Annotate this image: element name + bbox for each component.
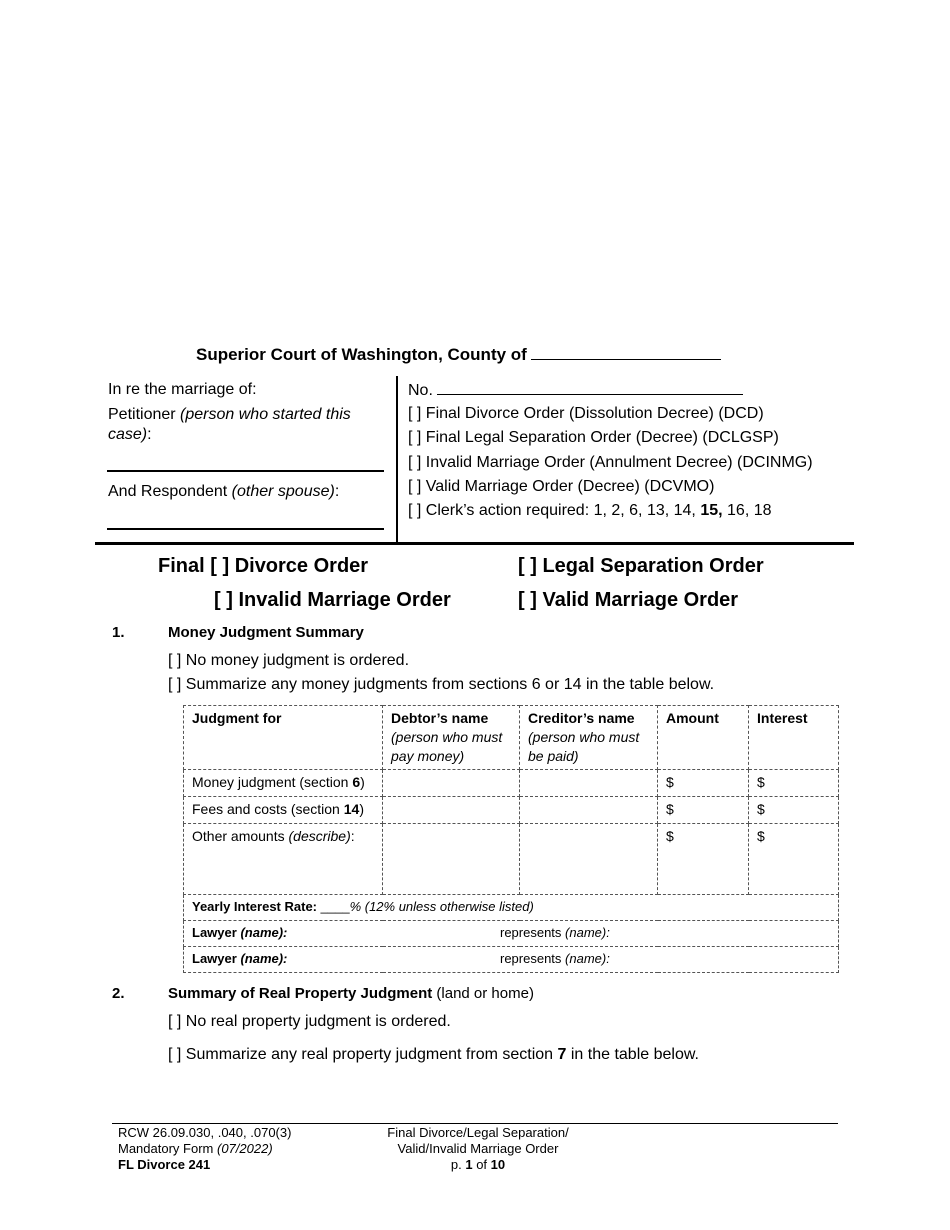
interest-cell[interactable] xyxy=(749,824,839,895)
dollar-sign: $ xyxy=(666,801,674,817)
header-amount xyxy=(658,706,749,770)
respondent-name-line[interactable] xyxy=(107,528,384,530)
interest-cell[interactable] xyxy=(749,797,839,824)
court-heading xyxy=(196,345,721,365)
page-of: of xyxy=(472,1157,491,1172)
section-2-option-none[interactable] xyxy=(168,1013,451,1031)
header-note: (person who must be paid) xyxy=(528,729,640,764)
petitioner-note: (person who started this case) xyxy=(108,406,351,443)
petitioner-name-line[interactable] xyxy=(107,470,384,472)
title-invalid-text: Invalid Marriage Order xyxy=(238,589,451,611)
footer-center-line2: Valid/Invalid Marriage Order xyxy=(397,1141,559,1156)
section-ref: 6 xyxy=(352,774,361,790)
page-number: 1 xyxy=(465,1157,473,1172)
caption-left xyxy=(108,380,388,445)
county-blank[interactable] xyxy=(531,345,721,360)
title-invalid xyxy=(214,589,451,612)
lawyer-label: Lawyer xyxy=(192,925,237,940)
lawyer-row xyxy=(184,921,839,947)
dollar-sign: $ xyxy=(757,801,765,817)
lawyer-name-note: (name): xyxy=(240,925,288,940)
page-indicator xyxy=(368,1157,588,1173)
row-note: (describe) xyxy=(288,828,351,844)
footer-center-line1: Final Divorce/Legal Separation/ xyxy=(387,1125,569,1140)
lawyer-label: Lawyer xyxy=(192,951,237,966)
lawyer-name-note: (name): xyxy=(240,951,288,966)
header-debtor xyxy=(383,706,520,770)
represents-label: represents xyxy=(500,951,562,966)
page-prefix: p. xyxy=(450,1157,466,1172)
option-label: No real property judgment is ordered. xyxy=(185,1013,451,1030)
caption-bottom-rule xyxy=(95,542,854,545)
caption-option-dcd[interactable] xyxy=(408,404,764,424)
option-label: Valid Marriage Order (Decree) (DCVMO) xyxy=(425,478,715,495)
checkbox[interactable]: [ ] xyxy=(408,405,422,422)
checkbox[interactable]: [ ] xyxy=(408,429,422,446)
respondent-note: (other spouse) xyxy=(231,483,335,500)
amount-cell[interactable] xyxy=(658,797,749,824)
section-2-option-summarize[interactable] xyxy=(168,1046,699,1064)
checkbox[interactable]: [ ] xyxy=(518,589,537,611)
section-ref: 7 xyxy=(557,1046,567,1063)
header-label: Judgment for xyxy=(192,710,282,726)
checkbox[interactable]: [ ] xyxy=(408,454,422,471)
section-2-title-suffix: (land or home) xyxy=(436,985,534,1002)
title-valid xyxy=(518,589,738,612)
lawyer-row xyxy=(184,947,839,973)
header-judgment-for xyxy=(184,706,383,770)
footer-center xyxy=(368,1125,588,1173)
header-label: Amount xyxy=(666,710,719,726)
creditor-cell[interactable] xyxy=(520,824,658,895)
option-label: Invalid Marriage Order (Annulment Decree) (DCINMG) xyxy=(425,454,813,471)
interest-rate-cell[interactable] xyxy=(184,895,839,921)
footer-rcw: RCW 26.09.030, .040, .070(3) xyxy=(118,1125,292,1140)
paren: ) xyxy=(360,774,365,790)
interest-cell[interactable] xyxy=(749,770,839,797)
title-divorce-text: Divorce Order xyxy=(234,555,369,577)
header-label: Debtor’s name xyxy=(391,710,489,726)
respondent-colon: : xyxy=(334,483,340,500)
lawyer-cell[interactable] xyxy=(184,947,839,973)
table-header-row xyxy=(184,706,839,770)
caption-divider xyxy=(396,376,398,542)
header-interest xyxy=(749,706,839,770)
represents-block xyxy=(500,923,610,943)
case-number-blank[interactable] xyxy=(437,381,743,395)
dollar-sign: $ xyxy=(757,828,765,844)
represents-label: represents xyxy=(500,925,562,940)
row-label: Money judgment (section xyxy=(192,774,353,790)
creditor-cell[interactable] xyxy=(520,770,658,797)
option-label: Summarize any real property judgment from section xyxy=(185,1046,558,1063)
dollar-sign: $ xyxy=(666,828,674,844)
checkbox[interactable]: [ ] xyxy=(214,589,233,611)
table-row xyxy=(184,770,839,797)
title-valid-text: Valid Marriage Order xyxy=(542,589,739,611)
section-ref: 14 xyxy=(343,801,360,817)
footer-mandatory xyxy=(118,1141,291,1157)
option-label: No money judgment is ordered. xyxy=(185,652,410,669)
caption-option-dclgsp[interactable] xyxy=(408,428,779,448)
represents-name-note: (name): xyxy=(565,925,610,940)
row-label: Other amounts xyxy=(192,828,285,844)
footer-left xyxy=(118,1125,291,1173)
row-label-fees xyxy=(184,797,383,824)
money-judgment-table xyxy=(183,705,839,973)
option-label: Final Divorce Order (Dissolution Decree) (DCD) xyxy=(425,405,764,422)
debtor-cell[interactable] xyxy=(383,824,520,895)
header-creditor xyxy=(520,706,658,770)
header-label: Interest xyxy=(757,710,808,726)
colon: : xyxy=(350,828,355,844)
section-2-title: Summary of Real Property Judgment xyxy=(168,985,433,1002)
petitioner-label: Petitioner xyxy=(108,406,176,423)
debtor-cell[interactable] xyxy=(383,770,520,797)
checkbox[interactable]: [ ] xyxy=(168,1046,182,1063)
title-legal-sep-text: Legal Separation Order xyxy=(542,555,764,577)
section-2-heading xyxy=(168,985,534,1002)
section-1-option-summarize[interactable] xyxy=(168,676,714,694)
section-1-option-none[interactable] xyxy=(168,652,409,670)
dollar-sign: $ xyxy=(757,774,765,790)
rate-blank[interactable]: ____ xyxy=(317,899,350,914)
amount-cell[interactable] xyxy=(658,824,749,895)
checkbox[interactable]: [ ] xyxy=(168,652,182,669)
row-label-money xyxy=(184,770,383,797)
creditor-cell[interactable] xyxy=(520,797,658,824)
represents-name-note: (name): xyxy=(565,951,610,966)
form-id: FL Divorce 241 xyxy=(118,1157,211,1172)
checkbox[interactable]: [ ] xyxy=(518,555,537,577)
represents-block xyxy=(500,949,610,969)
row-label: Fees and costs (section xyxy=(192,801,344,817)
table-row xyxy=(184,797,839,824)
petitioner-label-block xyxy=(108,405,388,445)
respondent-label-block xyxy=(108,482,339,502)
caption-option-clerk[interactable] xyxy=(408,501,772,521)
checkbox[interactable]: [ ] xyxy=(210,555,230,577)
clerk-suffix: 16, 18 xyxy=(722,502,772,519)
page-total: 10 xyxy=(490,1157,506,1172)
header-note: (person who must pay money) xyxy=(391,729,503,764)
title-divorce xyxy=(158,555,368,578)
section-1-title: Money Judgment Summary xyxy=(168,624,364,641)
case-number-row xyxy=(408,381,743,401)
amount-cell[interactable] xyxy=(658,770,749,797)
row-label-other xyxy=(184,824,383,895)
footer-rule xyxy=(112,1123,838,1124)
section-1-number: 1. xyxy=(112,624,125,641)
checkbox[interactable]: [ ] xyxy=(168,1013,182,1030)
caption-option-dcvmo[interactable] xyxy=(408,477,714,497)
debtor-cell[interactable] xyxy=(383,797,520,824)
title-final: Final xyxy=(158,555,205,577)
option-label: Final Legal Separation Order (Decree) (DCLGSP) xyxy=(425,429,779,446)
respondent-label: And Respondent xyxy=(108,483,228,500)
checkbox[interactable]: [ ] xyxy=(408,502,422,519)
clerk-text: Clerk’s action required: 1, 2, 6, 13, 14, xyxy=(425,502,701,519)
checkbox[interactable]: [ ] xyxy=(408,478,422,495)
case-number-label: No. xyxy=(408,382,433,399)
interest-rate-row xyxy=(184,895,839,921)
caption-option-dcinmg[interactable] xyxy=(408,453,813,473)
in-re-label: In re the marriage of: xyxy=(108,381,257,398)
option-label: Summarize any money judgments from sections 6 or 14 in the table below. xyxy=(185,676,715,693)
clerk-bold: 15, xyxy=(700,502,723,519)
header-label: Creditor’s name xyxy=(528,710,635,726)
title-legal-separation xyxy=(518,555,764,578)
dollar-sign: $ xyxy=(666,774,674,790)
petitioner-colon: : xyxy=(147,426,152,443)
court-title: Superior Court of Washington, County of xyxy=(196,345,527,364)
rate-note: % (12% unless otherwise listed) xyxy=(349,899,534,914)
table-row xyxy=(184,824,839,895)
form-date: (07/2022) xyxy=(217,1141,273,1156)
rate-label: Yearly Interest Rate: xyxy=(192,899,318,914)
option-suffix: in the table below. xyxy=(566,1046,699,1063)
lawyer-cell[interactable] xyxy=(184,921,839,947)
section-2-number: 2. xyxy=(112,985,125,1002)
paren: ) xyxy=(359,801,364,817)
mandatory-label: Mandatory Form xyxy=(118,1141,214,1156)
checkbox[interactable]: [ ] xyxy=(168,676,182,693)
